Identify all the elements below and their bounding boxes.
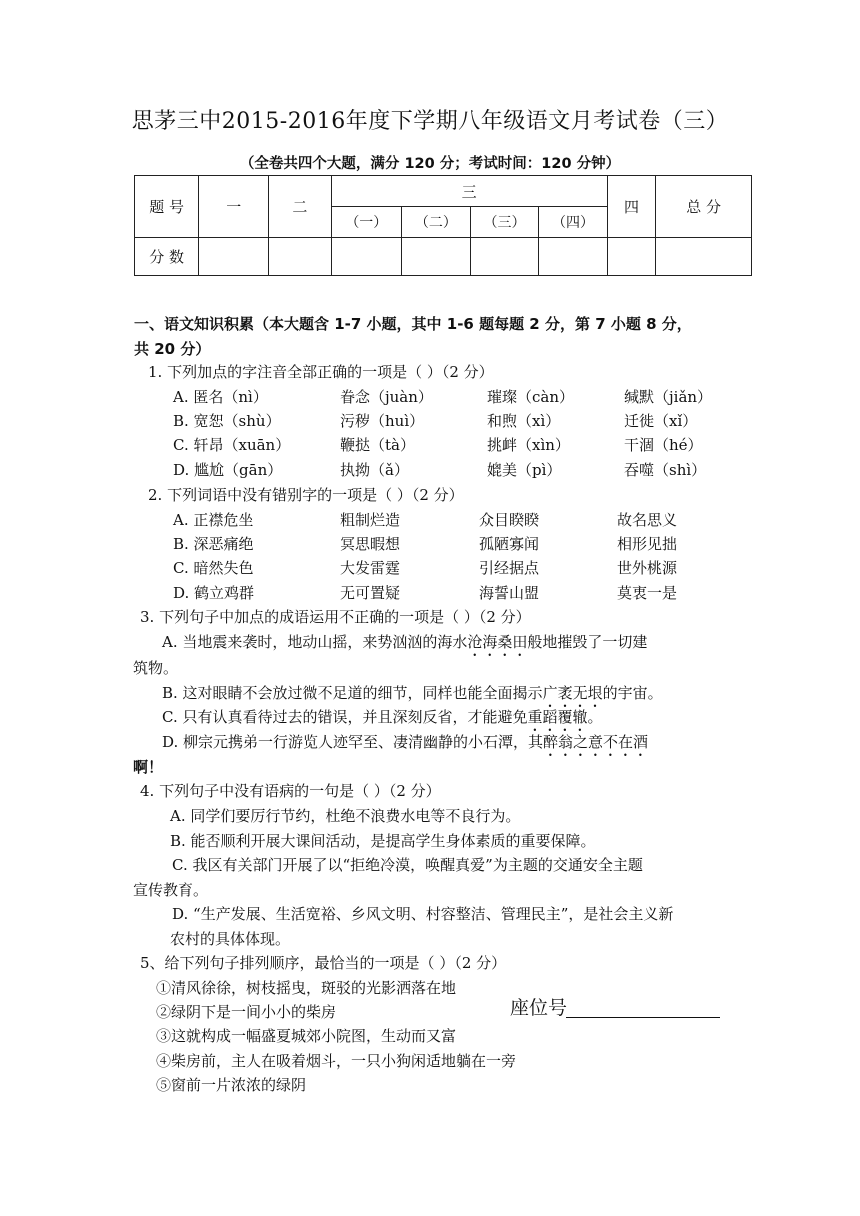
q3-b-text-2: 的宇宙。: [602, 684, 663, 702]
score-table-sub-1: （一）: [331, 207, 402, 238]
q3-a-idiom: 沧海桑田: [467, 633, 528, 651]
q1-b-4: 迁徙（xǐ）: [624, 412, 698, 430]
score-cell: [199, 238, 269, 276]
exam-title: 思茅三中2015-2016年度下学期八年级语文月考试卷（三）: [131, 109, 729, 134]
q5-sentence-2: ②绿阴下是一间小小的柴房: [156, 1003, 337, 1021]
q4-option-d: D. “生产发展、生活宽裕、乡风文明、村容整洁、管理民主”，是社会主义新: [172, 905, 674, 923]
q1-b-3: 和煦（xì）: [487, 412, 561, 430]
q2-d-3: 海誓山盟: [479, 584, 540, 602]
q2-b-1: B. 深恶痛绝: [173, 535, 254, 553]
score-cell: [269, 238, 331, 276]
score-table-sub-3: （三）: [470, 207, 539, 238]
q1-c-3: 挑衅（xìn）: [487, 436, 570, 454]
q4-option-c: C. 我区有关部门开展了以“拒绝冷漠，唤醒真爱”为主题的交通安全主题: [172, 856, 643, 874]
q3-c-text: C. 只有认真看待过去的错误，并且深刻反省，才能避免: [162, 708, 528, 726]
score-table-col-total: 总 分: [656, 176, 752, 238]
q1-c-2: 鞭挞（tà）: [340, 436, 415, 454]
q1-d-1: D. 尴尬（gān）: [173, 461, 283, 479]
q3-d-idiom: 醉翁之意不在酒: [543, 733, 649, 751]
q2-b-3: 孤陋寡闻: [479, 535, 540, 553]
q4-option-d-cont: 农村的具体体现。: [170, 930, 291, 948]
q1-c-1: C. 轩昂（xuān）: [173, 436, 291, 454]
q2-d-2: 无可置疑: [340, 584, 401, 602]
q1-a-3: 璀璨（càn）: [487, 388, 575, 406]
q5-sentence-5: ⑤窗前一片浓浓的绿阴: [156, 1076, 307, 1094]
q1-d-4: 吞噬（shì）: [624, 461, 707, 479]
q4-stem: 4. 下列句子中没有语病的一句是（ ）（2 分）: [140, 782, 441, 800]
score-cell: [331, 238, 402, 276]
score-table-sub-4: （四）: [539, 207, 608, 238]
q1-a-4: 缄默（jiǎn）: [624, 388, 713, 406]
score-cell: [656, 238, 752, 276]
score-table-col-4: 四: [607, 176, 655, 238]
q1-d-2: 执拗（ǎ）: [340, 461, 409, 479]
q3-a-text-2: 般地摧毁了一切建: [527, 633, 648, 651]
q2-a-2: 粗制烂造: [340, 511, 401, 529]
score-cell: [539, 238, 608, 276]
q3-option-d: [162, 731, 648, 760]
q3-stem: 3. 下列句子中加点的成语运用不正确的一项是（ ）（2 分）: [140, 608, 531, 626]
q2-c-2: 大发雷霆: [340, 559, 401, 577]
score-table: [134, 175, 752, 276]
score-cell: [402, 238, 471, 276]
score-table-col-3: 三: [331, 176, 607, 207]
seat-number-blank[interactable]: [566, 1016, 720, 1018]
section-1-heading-cont: 共 20 分）: [134, 340, 211, 358]
q1-c-4: 干涸（hé）: [624, 436, 703, 454]
q4-option-a: A. 同学们要厉行节约，杜绝不浪费水电等不良行为。: [170, 807, 521, 825]
q3-b-idiom: 广袤无垠: [542, 684, 603, 702]
section-1-heading: 一、语文知识积累（本大题含 1-7 小题，其中 1-6 题每题 2 分，第 7 小题 8 分，: [134, 315, 692, 333]
score-table-header-label: 题 号: [135, 176, 199, 238]
q5-sentence-1: ①清风徐徐，树枝摇曳，斑驳的光影洒落在地: [156, 979, 457, 997]
q1-d-3: 媲美（pì）: [487, 461, 562, 479]
q3-d-text: D. 柳宗元携弟一行游览人迹罕至、凄清幽静的小石潭，其: [162, 733, 544, 751]
q3-c-text-2: 。: [587, 708, 603, 726]
q2-a-4: 故名思义: [617, 511, 678, 529]
score-table-col-2: 二: [269, 176, 331, 238]
q5-sentence-3: ③这就构成一幅盛夏城郊小院图，生动而又富: [156, 1027, 457, 1045]
q3-b-text: B. 这对眼睛不会放过微不足道的细节，同样也能全面揭示: [162, 684, 543, 702]
q1-a-1: A. 匿名（nì）: [173, 388, 268, 406]
q3-c-idiom: 重蹈覆辙: [527, 708, 588, 726]
q5-stem: 5、给下列句子排列顺序，最恰当的一项是（ ）（2 分）: [140, 954, 507, 972]
q1-a-2: 眷念（juàn）: [340, 388, 433, 406]
score-cell: [607, 238, 655, 276]
q3-option-d-cont: 啊！: [133, 758, 164, 776]
q2-d-1: D. 鹤立鸡群: [173, 584, 255, 602]
q2-c-4: 世外桃源: [617, 559, 678, 577]
q3-option-a-cont: 筑物。: [133, 659, 179, 677]
q2-b-2: 冥思暇想: [340, 535, 401, 553]
q2-d-4: 莫衷一是: [617, 584, 678, 602]
q1-b-1: B. 宽恕（shù）: [173, 412, 281, 430]
score-table-sub-2: （二）: [402, 207, 471, 238]
q1-b-2: 污秽（huì）: [340, 412, 425, 430]
q2-a-1: A. 正襟危坐: [173, 511, 254, 529]
q2-c-3: 引经据点: [479, 559, 540, 577]
q2-c-1: C. 暗然失色: [173, 559, 254, 577]
score-table-col-1: 一: [199, 176, 269, 238]
q2-stem: 2. 下列词语中没有错别字的一项是（ ）（2 分）: [148, 486, 464, 504]
q3-a-text: A. 当地震来袭时，地动山摇，来势汹汹的海水: [162, 633, 468, 651]
q1-stem: 1. 下列加点的字注音全部正确的一项是（ ）（2 分）: [148, 363, 494, 381]
q2-a-3: 众目睽睽: [479, 511, 540, 529]
q3-option-a: [162, 631, 647, 660]
score-table-row-label: 分 数: [135, 238, 199, 276]
q4-option-b: B. 能否顺利开展大课间活动，是提高学生身体素质的重要保障。: [170, 832, 596, 850]
seat-number-label: 座位号: [510, 997, 568, 1019]
exam-subtitle: （全卷共四个大题，满分 120 分；考试时间：120 分钟）: [239, 156, 621, 172]
q5-sentence-4: ④柴房前，主人在吸着烟斗，一只小狗闲适地躺在一旁: [156, 1052, 517, 1070]
q2-b-4: 相形见拙: [617, 535, 678, 553]
score-cell: [470, 238, 539, 276]
q4-option-c-cont: 宣传教育。: [133, 881, 209, 899]
